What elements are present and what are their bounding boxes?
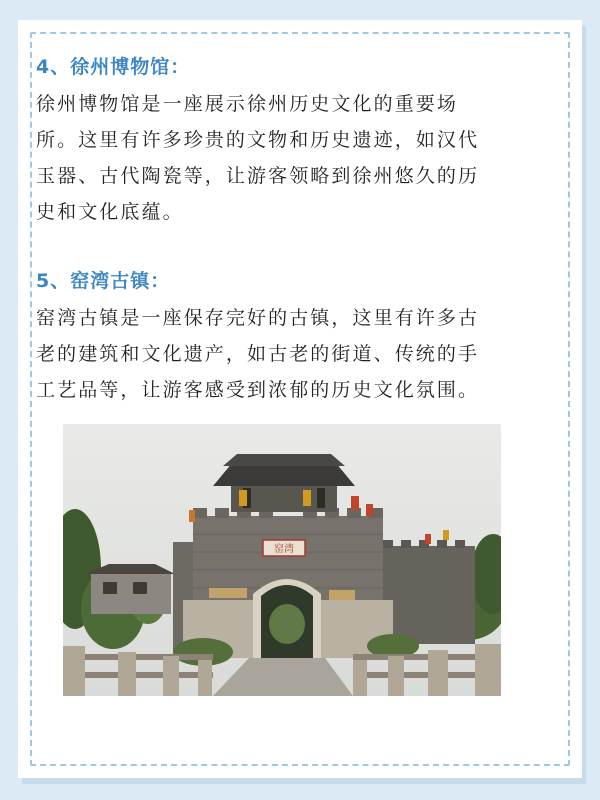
gate-pavilion — [213, 454, 355, 512]
gate-illustration — [63, 424, 501, 696]
section-4-text — [36, 86, 536, 230]
section-5-text — [36, 300, 536, 408]
section-xuzhou-museum — [36, 52, 536, 230]
section-4-line: 玉器、古代陶瓷等，让游客领略到徐州悠久的历 — [36, 165, 480, 187]
gate-sign-left — [209, 588, 247, 598]
side-building-left — [85, 564, 175, 614]
archway-trees — [269, 604, 305, 644]
article-content — [36, 52, 536, 408]
gate-plaque-text: 窑湾 — [274, 544, 294, 555]
gate-sign-right — [329, 590, 355, 600]
ancient-town-gate-photo — [63, 424, 501, 696]
section-5-line: 老的建筑和文化遗产，如古老的街道、传统的手 — [36, 343, 480, 365]
section-5-line: 工艺品等，让游客感受到浓郁的历史文化氛围。 — [36, 379, 480, 401]
section-4-line: 所。这里有许多珍贵的文物和历史遗迹，如汉代 — [36, 129, 480, 151]
section-4-line: 史和文化底蕴。 — [36, 201, 184, 223]
section-4-heading: 4、徐州博物馆： — [36, 56, 191, 78]
section-yaowan-town — [36, 266, 536, 408]
section-5-heading: 5、窑湾古镇： — [36, 270, 171, 292]
wall-right — [383, 546, 475, 644]
section-5-line: 窑湾古镇是一座保存完好的古镇，这里有许多古 — [36, 307, 480, 329]
section-4-line: 徐州博物馆是一座展示徐州历史文化的重要场 — [36, 93, 459, 115]
